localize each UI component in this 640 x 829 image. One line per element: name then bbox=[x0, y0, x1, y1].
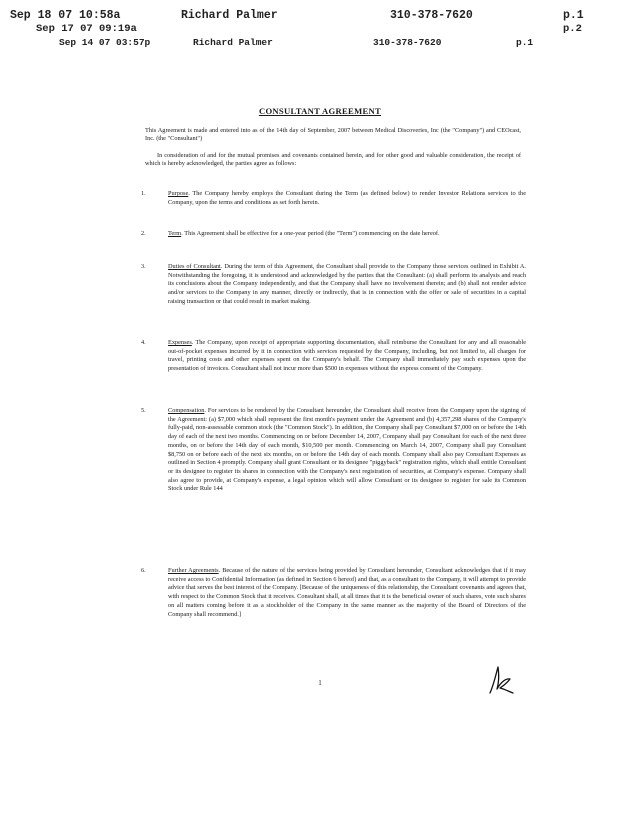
section-number: 2. bbox=[141, 230, 146, 237]
section-text: The Company, upon receipt of appropriate supporting documentation, shall reimburse the Consultant for any and all reasonable out-of-pocket expenses incurred by it in connection with services requested by the Company, including, but not limited to, all charges for travel, printing costs and other expenses spent on the Company's behalf. The Company shall immediately pay such expenses upon the presentation of invoices. Consultant shall not incur more than $500 in expenses without the express consent of the Company. bbox=[168, 339, 526, 373]
section-number: 4. bbox=[141, 339, 146, 346]
section-text: During the term of this Agreement, the Consultant shall provide to the Company those services outlined in Exhibit A. Notwithstanding the foregoing, it is understood and acknowledged by the parties that the Consultant: (a) shall perform its analysis and reach its conclusions about the Company independently, and that the Company shall have no involvement therein; and (b) shall not render advice and/or services to the Company in any manner, directly or indirectly, that is in connection with the offer or sale of securities in a capital raising transaction or that could result in market making. bbox=[168, 263, 527, 305]
section-text: For services to be rendered by the Consultant hereunder, the Consultant shall receive from the Company upon the signing of the Agreement: (a) $7,000 which shall represent the first month's payment under the Agreement and (b) 4,357,298 shares of the Company's fully-paid, non-assessable common stock (the "Common Stock"). In addition, the Company shall pay Consultant $7,000 on or before the 14th day of each of the next two months. Commencing on or before December 14, 2007, Company shall pay Consultant for each of the next three months, on or before the 14th day of each month, $10,500 per month. Commencing on March 14, 2007, Company shall pay Consultant $8,750 on or before each of the next six months, on or before the 14th day of each month. Company shall also pay Consultant Expenses as outlined in Section 4 promptly. Company shall grant Consultant or its designee "piggyback" registration rights, which shall entitle Consultant or its designee to register its shares in connection with the Company's next registration of securities, at Company's expense. Company shall also agree to provide, at Company's expense, a legal opinion which will allow Consultant or its designee to register for sale its Common Stock under Rule 144 bbox=[168, 407, 526, 493]
section-term: 2. Term. This Agreement shall be effective for a one-year period (the "Term") commencing on the date hereof. bbox=[141, 230, 440, 237]
section-text: The Company hereby employs the Consultant during the Term (as defined below) to render Investor Relations services to the Company, upon the terms and conditions as set forth herein. bbox=[168, 190, 526, 206]
section-number: 5. bbox=[141, 407, 146, 414]
fax-sender: Richard Palmer bbox=[193, 37, 273, 48]
section-number: 6. bbox=[141, 567, 146, 574]
section-heading: Further Agreements bbox=[168, 567, 219, 574]
fax-header-line-3 bbox=[0, 37, 640, 51]
section-heading: Duties of Consultant bbox=[168, 263, 221, 270]
section-heading: Term bbox=[168, 230, 182, 237]
handwritten-initials-icon bbox=[484, 664, 516, 696]
fax-page: p.2 bbox=[563, 23, 582, 35]
section-heading: Compensation bbox=[168, 407, 205, 414]
section-heading: Purpose bbox=[168, 190, 189, 197]
fax-header-line-1 bbox=[0, 9, 640, 23]
fax-header-line-2 bbox=[0, 23, 640, 37]
fax-phone: 310-378-7620 bbox=[390, 9, 473, 22]
section-duties: 3. Duties of Consultant. During the term of this Agreement, the Consultant shall provide to the Company those services outlined in Exhibit A. Notwithstanding the foregoing, it is understood and acknowledged by the parties that the Consultant: (a) shall perform its analysis and reach its conclusions about the Company independently, and that the Company shall have no involvement therein; and (b) shall not render advice and/or services to the Company in any manner, directly or indirectly, that is in connection with the offer or sale of securities in a capital raising transaction or that could result in market making. bbox=[141, 263, 527, 305]
fax-datetime: Sep 14 07 03:57p bbox=[59, 37, 151, 48]
section-purpose: 1. Purpose. The Company hereby employs the Consultant during the Term (as defined below) to render Investor Relations services to the Company, upon the terms and conditions as set forth herein. bbox=[141, 190, 526, 206]
page-number: 1 bbox=[318, 679, 322, 687]
document-title: CONSULTANT AGREEMENT bbox=[258, 106, 382, 116]
section-number: 1. bbox=[141, 190, 146, 197]
intro-paragraph: This Agreement is made and entered into as of the 14th day of September, 2007 between Medical Discoveries, Inc (the "Company") and CEOcast, Inc. (the "Consultant") bbox=[145, 127, 521, 143]
fax-page: p.1 bbox=[516, 37, 534, 48]
section-heading: Expenses bbox=[168, 339, 192, 346]
consideration-paragraph: In consideration of and for the mutual promises and covenants contained herein, and for other good and valuable consideration, the receipt of which is hereby acknowledged, the parties agree as follows: bbox=[145, 152, 521, 168]
fax-page: p.1 bbox=[563, 9, 584, 22]
fax-datetime: Sep 18 07 10:58a bbox=[10, 9, 121, 22]
fax-phone: 310-378-7620 bbox=[373, 37, 442, 48]
section-further-agreements: 6. Further Agreements. Because of the nature of the services being provided by Consultant hereunder, Consultant acknowledges that if it may receive access to Confidential Information (as defined in Section 6 hereof) and that, as a consultant to the Company, it will attempt to provide advice that serves the best interest of the Company. [Because of the uniqueness of this relationship, the Consultant covenants and agrees that, with respect to the Common Stock that it receives. Consultant shall, at all times that it is the beneficial owner of such shares, vote such shares on all matters coming before it as a stockholder of the Company in the same manner as the majority of the Board of Directors of the Company shall recommend.] bbox=[141, 567, 526, 618]
fax-datetime: Sep 17 07 09:19a bbox=[36, 23, 137, 35]
section-text: Because of the nature of the services being provided by Consultant hereunder, Consultant acknowledges that if it may receive access to Confidential Information (as defined in Section 6 hereof) and that, as a consultant to the Company, it will attempt to provide advice that serves the best interest of the Company. [Because of the uniqueness of this relationship, the Consultant covenants and agrees that, with respect to the Common Stock that it receives. Consultant shall, at all times that it is the beneficial owner of such shares, vote such shares on all matters coming before it as a stockholder of the Company in the same manner as the majority of the Board of Directors of the Company shall recommend.] bbox=[168, 567, 526, 618]
section-compensation: 5. Compensation. For services to be rendered by the Consultant hereunder, the Consultant shall receive from the Company upon the signing of the Agreement: (a) $7,000 which shall represent the first month's payment under the Agreement and (b) 4,357,298 shares of the Company's fully-paid, non-assessable common stock (the "Common Stock"). In addition, the Company shall pay Consultant $7,000 on or before the 14th day of each of the next two months. Commencing on or before December 14, 2007, Company shall pay Consultant for each of the next three months, on or before the 14th day of each month, $10,500 per month. Commencing on March 14, 2007, Company shall pay Consultant $8,750 on or before each of the next six months, on or before the 14th day of each month. Company shall also pay Consultant Expenses as outlined in Section 4 promptly. Company shall grant Consultant or its designee "piggyback" registration rights, which shall entitle Consultant or its designee to register its shares in connection with the Company's next registration of securities, at Company's expense. Company shall also agree to provide, at Company's expense, a legal opinion which will allow Consultant or its designee to register for sale its Common Stock under Rule 144 bbox=[141, 407, 526, 493]
section-text: This Agreement shall be effective for a one-year period (the "Term") commencing on the date hereof. bbox=[184, 230, 440, 237]
section-number: 3. bbox=[141, 263, 146, 270]
section-expenses: 4. Expenses. The Company, upon receipt of appropriate supporting documentation, shall reimburse the Consultant for any and all reasonable out-of-pocket expenses incurred by it in connection with services requested by the Company, including, but not limited to, all charges for travel, printing costs and other expenses spent on the Company's behalf. The Company shall immediately pay such expenses upon the presentation of invoices. Consultant shall not incur more than $500 in expenses without the express consent of the Company. bbox=[141, 339, 526, 373]
fax-sender: Richard Palmer bbox=[181, 9, 278, 22]
